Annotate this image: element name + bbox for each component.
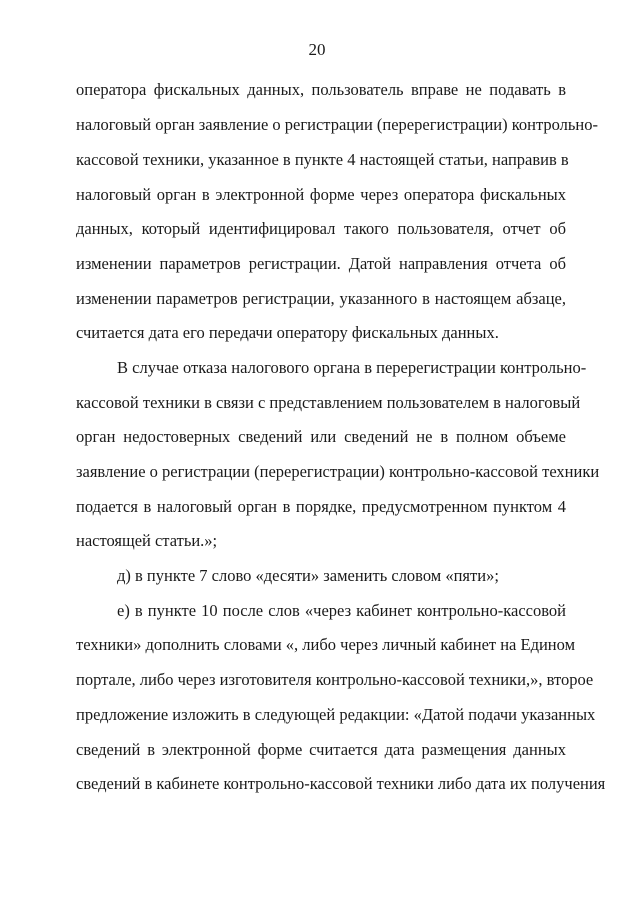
text-line: д) в пункте 7 слово «десяти» заменить словом «пяти»; (117, 566, 499, 585)
text-line: настоящей статьи.»; (76, 531, 218, 550)
text-line: налоговый орган в электронной форме через оператора фискальных (76, 185, 566, 204)
text-line: техники» дополнить словами «, либо через личный кабинет на Едином (76, 635, 576, 654)
text-line: кассовой техники, указанное в пункте 4 настоящей статьи, направив в (76, 150, 569, 169)
text-line: считается дата его передачи оператору фискальных данных. (76, 323, 499, 342)
text-line: орган недостоверных сведений или сведений не в полном объеме (76, 427, 566, 446)
text-line: изменении параметров регистрации, указанного в настоящем абзаце, (76, 289, 566, 308)
text-line: заявление о регистрации (перерегистрации) контрольно-кассовой техники (76, 462, 600, 481)
text-line: е) в пункте 10 после слов «через кабинет контрольно-кассовой (117, 601, 566, 620)
text-line: портале, либо через изготовителя контрольно-кассовой техники,», второе (76, 670, 594, 689)
text-line: налоговый орган заявление о регистрации (перерегистрации) контрольно- (76, 115, 599, 134)
page-number: 20 (308, 40, 326, 59)
text-line: кассовой техники в связи с представлением пользователем в налоговый (76, 393, 581, 412)
text-line: сведений в электронной форме считается дата размещения данных (76, 740, 566, 759)
text-line: В случае отказа налогового органа в перерегистрации контрольно- (117, 358, 587, 377)
text-line: подается в налоговый орган в порядке, предусмотренном пунктом 4 (76, 497, 566, 516)
text-line: изменении параметров регистрации. Датой направления отчета об (76, 254, 566, 273)
text-line: оператора фискальных данных, пользователь вправе не подавать в (76, 80, 566, 99)
text-line: сведений в кабинете контрольно-кассовой техники либо дата их получения (76, 774, 606, 793)
text-line: предложение изложить в следующей редакции: «Датой подачи указанных (76, 705, 596, 724)
text-line: данных, который идентифицировал такого пользователя, отчет об (76, 219, 566, 238)
